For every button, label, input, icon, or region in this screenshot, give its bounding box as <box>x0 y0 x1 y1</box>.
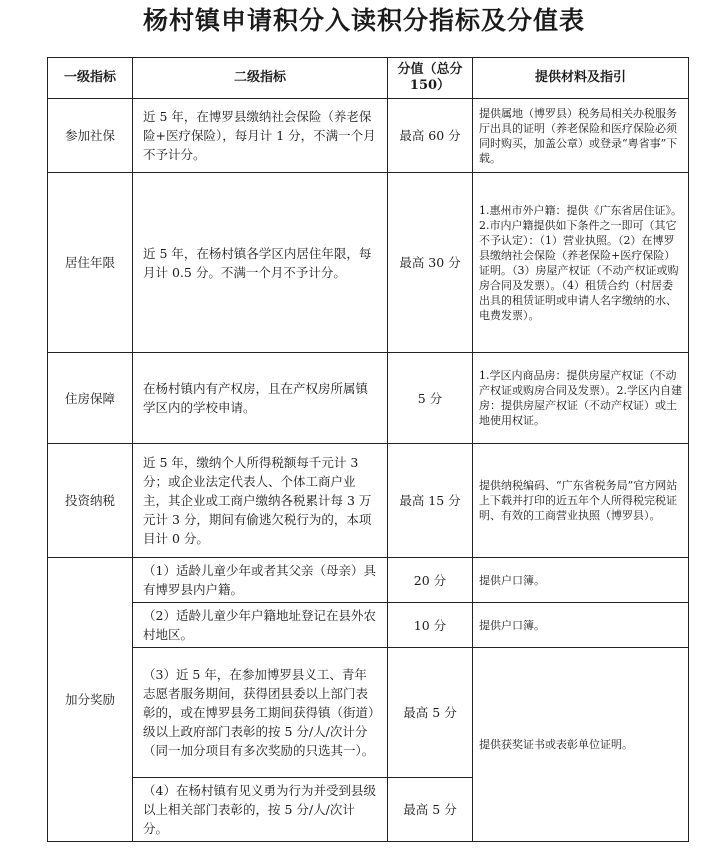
bonus-level2: （3）近 5 年，在参加博罗县义工、青年志愿者服务期间，获得团县委以上部门表彰的，或在博罗县务工期间获得镇（街道）级以上政府部门表彰的按 5 分/人/次计分（同一加分项目有多次奖励的只选其一）。 <box>133 648 388 778</box>
row-level2: 在杨村镇内有产权房，且在产权房所属镇学区内的学校申请。 <box>133 353 388 444</box>
table-row <box>48 444 689 558</box>
row-score: 最高 30 分 <box>388 173 473 353</box>
bonus-level2: （4）在杨村镇有见义勇为行为并受到县级以上相关部门表彰的，按 5 分/人/次计分。 <box>133 778 388 842</box>
header-score: 分值（总分 150） <box>388 58 473 99</box>
header-level1: 一级指标 <box>48 58 133 99</box>
table-header-row <box>48 58 689 99</box>
row-score: 最高 15 分 <box>388 444 473 558</box>
bonus-score: 最高 5 分 <box>388 778 473 842</box>
bonus-level1: 加分奖励 <box>48 558 133 842</box>
page-title: 杨村镇申请积分入读积分指标及分值表 <box>142 6 585 35</box>
table-row <box>48 648 689 778</box>
bonus-level2: （2）适龄儿童少年户籍地址登记在县外农村地区。 <box>133 603 388 648</box>
row-level1: 参加社保 <box>48 99 133 173</box>
row-level2: 近 5 年，缴纳个人所得税额每千元计 3 分；或企业法定代表人、个体工商户业主，其企业或工商户缴纳各税累计每 3 万元计 3 分，期间有偷逃欠税行为的，本项目计 0 分。 <box>133 444 388 558</box>
row-materials: 1.学区内商品房：提供房屋产权证（不动产权证或购房合同及发票）。2.学区内自建房：提供房屋产权证（不动产权证）或土地使用权证。 <box>473 353 689 444</box>
bonus-score: 最高 5 分 <box>388 648 473 778</box>
bonus-materials: 提供户口簿。 <box>473 603 689 648</box>
table-row <box>48 173 689 353</box>
score-table <box>47 57 689 842</box>
header-materials: 提供材料及指引 <box>473 58 689 99</box>
row-score: 最高 60 分 <box>388 99 473 173</box>
bonus-score: 10 分 <box>388 603 473 648</box>
bonus-shared-materials: 提供获奖证书或表彰单位证明。 <box>473 648 689 842</box>
row-score: 5 分 <box>388 353 473 444</box>
header-level2: 二级指标 <box>133 58 388 99</box>
row-materials: 1.惠州市外户籍：提供《广东省居住证》。2.市内户籍提供如下条件之一即可（其它不予认定）：（1）营业执照。（2）在博罗县缴纳社会保险（养老保险+医疗保险）证明。（3）房屋产权证（不动产权证或购房合同及发票）。（4）租赁合约（村居委出具的租赁证明或申请人名字缴纳的水、电费发票）。 <box>473 173 689 353</box>
bonus-level2: （1）适龄儿童少年或者其父亲（母亲）具有博罗县内户籍。 <box>133 558 388 603</box>
table-row <box>48 99 689 173</box>
row-materials: 提供属地（博罗县）税务局相关办税服务厅出具的证明（养老保险和医疗保险必须同时购买，加盖公章）或登录“粤省事”下载。 <box>473 99 689 173</box>
bonus-materials: 提供户口簿。 <box>473 558 689 603</box>
table-row <box>48 558 689 603</box>
row-level1: 住房保障 <box>48 353 133 444</box>
row-level2: 近 5 年，在杨村镇各学区内居住年限，每月计 0.5 分。不满一个月不予计分。 <box>133 173 388 353</box>
row-level2: 近 5 年，在博罗县缴纳社会保险（养老保险+医疗保险），每月计 1 分，不满一个月不予计分。 <box>133 99 388 173</box>
row-materials: 提供纳税编码、“广东省税务局”官方网站上下载并打印的近五年个人所得税完税证明、有效的工商营业执照（博罗县）。 <box>473 444 689 558</box>
row-level1: 投资纳税 <box>48 444 133 558</box>
bonus-score: 20 分 <box>388 558 473 603</box>
table-row <box>48 603 689 648</box>
row-level1: 居住年限 <box>48 173 133 353</box>
table-row <box>48 353 689 444</box>
